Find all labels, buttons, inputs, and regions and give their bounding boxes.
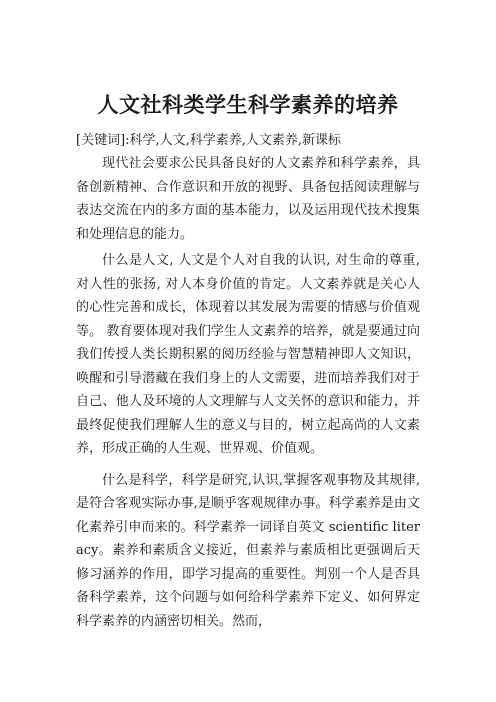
- paragraph-3: 什么是科学，科学是研究,认识,掌握客观事物及其规律,是符合客观实际办事,是顺乎客观规律办事。科学素养是由文化素养引申而来的。科学素养一词译自英文 scientific literacy。素养和素质含义接近，但素养与素质相比更强调后天修习涵养的作用，即学习提高的重要性。判别一个人是否具备科学素养，这个问题与如何给科学素养下定义、如何界定科学素养的内涵密切相关。然而，: [76, 472, 420, 629]
- keywords-line: [关键词]:科学,人文,科学素养,人文素养,新课标: [76, 133, 342, 148]
- document-title: 人文社科类学生科学素养的培养: [97, 92, 399, 117]
- paragraph-2: 什么是人文, 人文是个人对自我的认识, 对生命的尊重, 对人性的张扬, 对人本身价值的肯定。人文素养就是关心人的心性完善和成长，体现着以其发展为需要的情感与价值观等。 教育要体现对我们学生人文素养的培养，就是要通过向我们传授人类长期积累的阅历经验与智慧精神即人文知识，唤醒和引导潜藏在我们身上的人文需要，进而培养我们对于自己、他人及环境的人文理解与人文关怀的意识和能力，并最终促使我们理解人生的意义与目的，树立起高尚的人文素养，形成正确的人生观、世界观、价值观。: [76, 253, 420, 456]
- paragraph-1: 现代社会要求公民具备良好的人文素养和科学素养，具备创新精神、合作意识和开放的视野、具备包括阅读理解与表达交流在内的多方面的基本能力，以及运用现代技术搜集和处理信息的能力。: [76, 156, 420, 242]
